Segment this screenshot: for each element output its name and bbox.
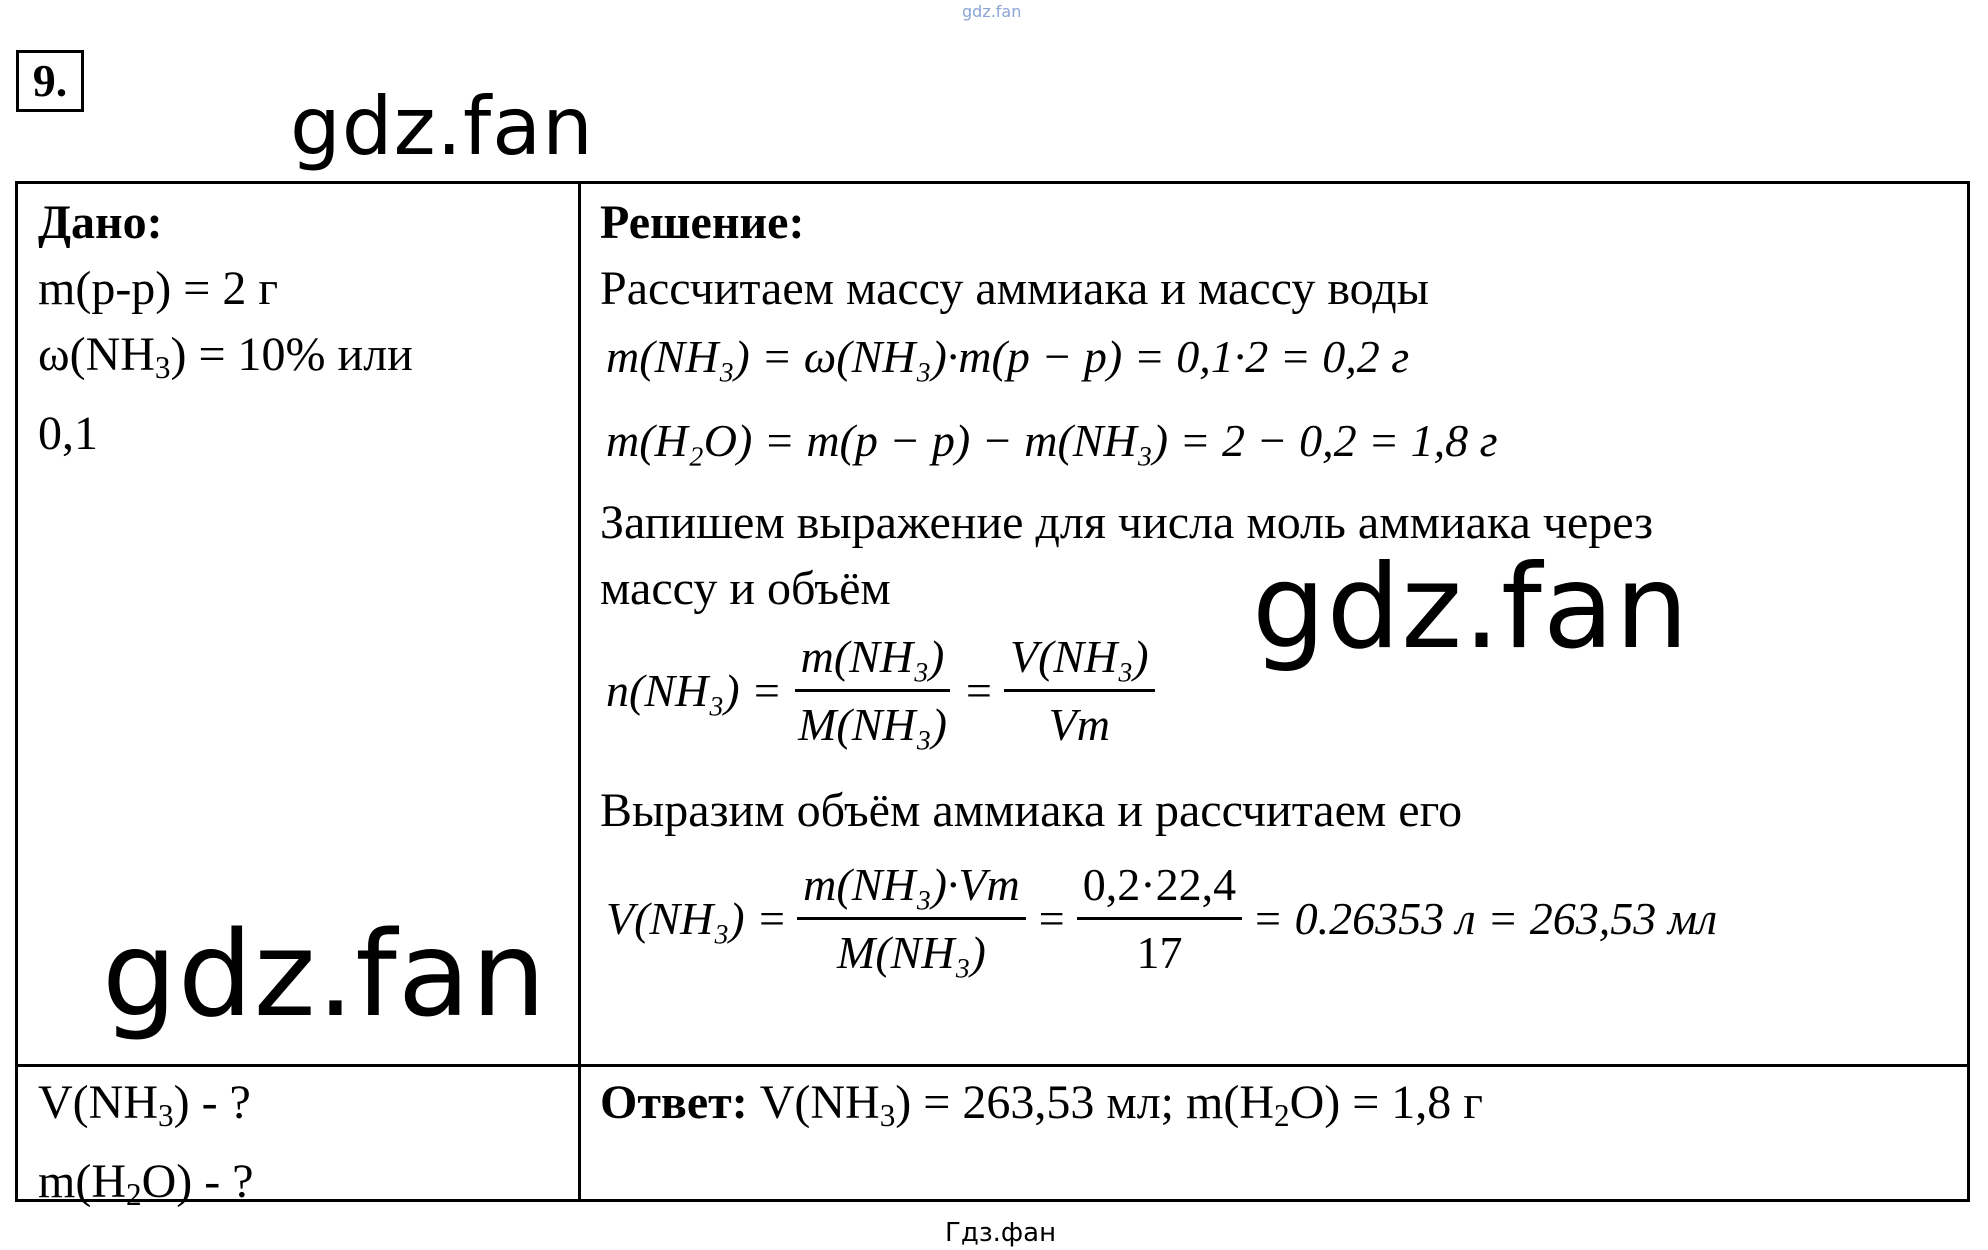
- formula-4-fraction-1-denominator: M(NH₃): [837, 927, 986, 978]
- formula-4-rhs: = 0.26353 л = 263,53 мл: [1252, 893, 1718, 944]
- task-number: 9.: [16, 50, 84, 112]
- given-line-1: m(р-р) = 2 г: [38, 262, 279, 315]
- answer-label: Ответ:: [600, 1076, 748, 1129]
- formula-4-fraction-2-numerator: 0,2·22,4: [1077, 858, 1242, 920]
- answer-text: $V(NH_3) = 263,53$ мл; $m(H_2O) = 1,8$ г: [747, 1076, 1483, 1133]
- formula-3-fraction-1: [792, 630, 953, 751]
- formula-4-lhs: V(NH₃) =: [606, 893, 788, 944]
- formula-4-fraction-2: [1077, 858, 1242, 979]
- solution-heading: Решение:: [600, 196, 805, 249]
- formula-moles-ammonia: [606, 630, 1165, 751]
- formula-3-fraction-1-numerator: m(NH₃): [795, 630, 951, 692]
- table-horizontal-divider: [15, 1064, 1970, 1067]
- formula-mass-water: m(H₂O) = m(p − p) − m(NH₃) = 2 − 0,2 = 1,8 г: [606, 415, 1498, 466]
- find-cell: [38, 1070, 254, 1228]
- answer-cell: [600, 1070, 1483, 1149]
- formula-mass-ammonia: m(NH₃) = ω(NH₃)·m(p − p) = 0,1·2 = 0,2 г: [606, 331, 1410, 382]
- solution-step-2-line-1: Запишем выражение для числа моль аммиака через: [600, 496, 1654, 549]
- formula-3-fraction-1-denominator: M(NH₃): [798, 699, 947, 750]
- given-heading: Дано:: [38, 196, 163, 249]
- table-vertical-divider: [578, 181, 581, 1202]
- formula-3-equals: =: [962, 665, 994, 716]
- formula-3-fraction-2: [1004, 630, 1155, 751]
- given-line-2: $\omega(NH_3) = 10\%$ или: [38, 328, 413, 385]
- formula-3-fraction-2-denominator: Vm: [1048, 699, 1110, 750]
- top-watermark: gdz.fan: [962, 2, 1022, 21]
- watermark-large-2: gdz.fan: [1252, 540, 1690, 675]
- formula-4-equals: =: [1035, 893, 1067, 944]
- formula-4-fraction-1-numerator: m(NH₃)·Vm: [797, 858, 1026, 920]
- watermark-large-1: gdz.fan: [290, 80, 594, 173]
- footer-watermark: Гдз.фан: [945, 1218, 1057, 1248]
- given-line-3: 0,1: [38, 406, 98, 460]
- formula-4-fraction-2-denominator: 17: [1136, 927, 1183, 978]
- solution-step-3: Выразим объём аммиака и рассчитаем его: [600, 784, 1463, 837]
- formula-3-lhs: n(NH₃) =: [606, 665, 783, 716]
- find-line-2: $m(H_2O)$ - ?: [38, 1154, 254, 1212]
- find-line-1: $V(NH_3)$ - ?: [38, 1076, 251, 1133]
- solution-step-1: Рассчитаем массу аммиака и массу воды: [600, 262, 1429, 315]
- watermark-large-3: gdz.fan: [102, 905, 547, 1043]
- given-cell: [38, 190, 413, 467]
- formula-4-fraction-1: [797, 858, 1026, 979]
- formula-3-fraction-2-numerator: V(NH₃): [1004, 630, 1155, 692]
- solution-cell: [600, 190, 1429, 322]
- formula-volume-ammonia: [606, 858, 1717, 979]
- solution-step-2-line-2: массу и объём: [600, 562, 891, 615]
